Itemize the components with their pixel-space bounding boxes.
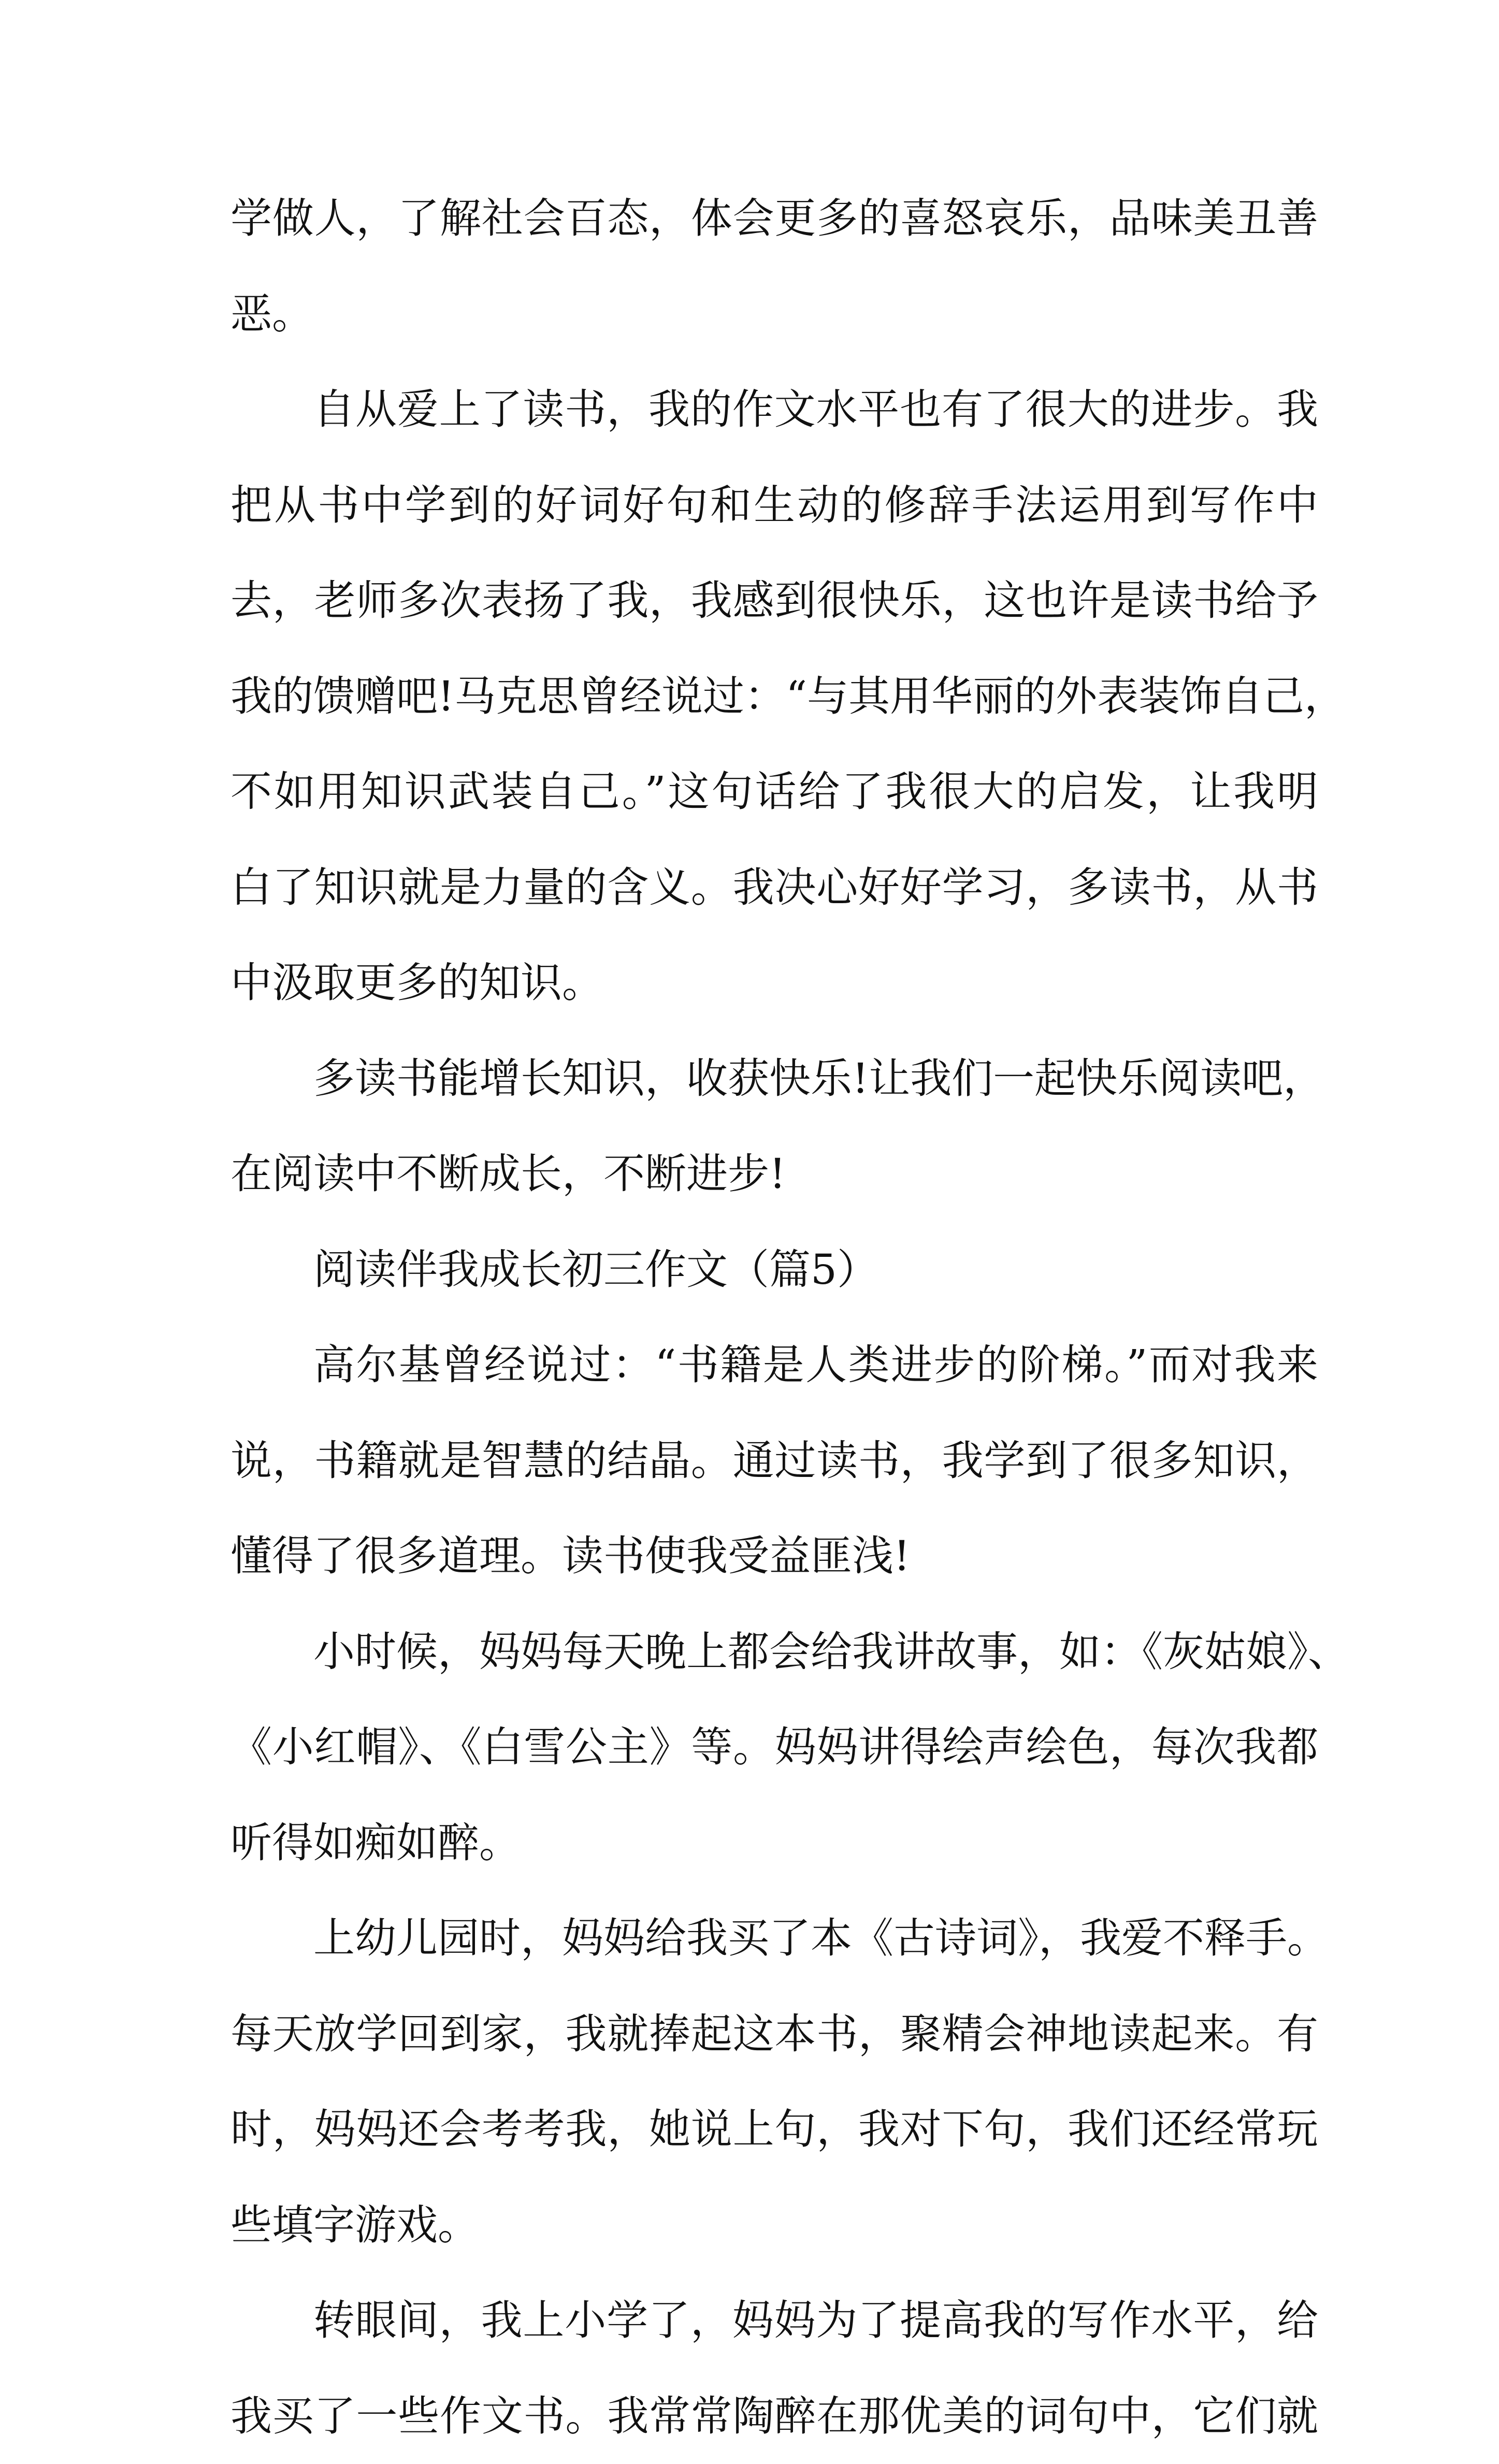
text-line: 小时候，妈妈每天晚上都会给我讲故事，如：《灰姑娘》、 [230, 1604, 1318, 1700]
text-line: 不如用知识武装自己。”这句话给了我很大的启发，让我明 [230, 744, 1318, 840]
section-heading: 阅读伴我成长初三作文（篇5） [230, 1222, 1318, 1318]
text-line: 恶。 [230, 267, 1318, 363]
text-line: 些填字游戏。 [230, 2178, 1318, 2273]
text-line: 《小红帽》、《白雪公主》等。妈妈讲得绘声绘色，每次我都 [230, 1700, 1318, 1795]
text-line: 听得如痴如醉。 [230, 1795, 1318, 1891]
text-line: 中汲取更多的知识。 [230, 935, 1318, 1031]
text-line: 多读书能增长知识，收获快乐!让我们一起快乐阅读吧， [230, 1031, 1318, 1127]
text-line: 去，老师多次表扬了我，我感到很快乐，这也许是读书给予 [230, 553, 1318, 649]
text-line: 说，书籍就是智慧的结晶。通过读书，我学到了很多知识， [230, 1413, 1318, 1509]
essay-text [230, 171, 1318, 2464]
text-line: 学做人，了解社会百态，体会更多的喜怒哀乐，品味美丑善 [230, 171, 1318, 267]
text-line: 懂得了很多道理。读书使我受益匪浅! [230, 1509, 1318, 1604]
text-line: 在阅读中不断成长，不断进步! [230, 1126, 1318, 1222]
text-line: 转眼间，我上小学了，妈妈为了提高我的写作水平，给 [230, 2273, 1318, 2369]
text-line: 把从书中学到的好词好句和生动的修辞手法运用到写作中 [230, 458, 1318, 554]
text-line: 我的馈赠吧!马克思曾经说过：“与其用华丽的外表装饰自己， [230, 649, 1318, 745]
text-line: 白了知识就是力量的含义。我决心好好学习，多读书，从书 [230, 840, 1318, 936]
text-line: 每天放学回到家，我就捧起这本书，聚精会神地读起来。有 [230, 1987, 1318, 2082]
text-line: 上幼儿园时，妈妈给我买了本《古诗词》，我爱不释手。 [230, 1891, 1318, 1987]
text-line: 时，妈妈还会考考我，她说上句，我对下句，我们还经常玩 [230, 2082, 1318, 2178]
text-line: 我买了一些作文书。我常常陶醉在那优美的词句中，它们就 [230, 2369, 1318, 2464]
text-line: 高尔基曾经说过：“书籍是人类进步的阶梯。”而对我来 [230, 1317, 1318, 1413]
text-line: 自从爱上了读书，我的作文水平也有了很大的进步。我 [230, 362, 1318, 458]
